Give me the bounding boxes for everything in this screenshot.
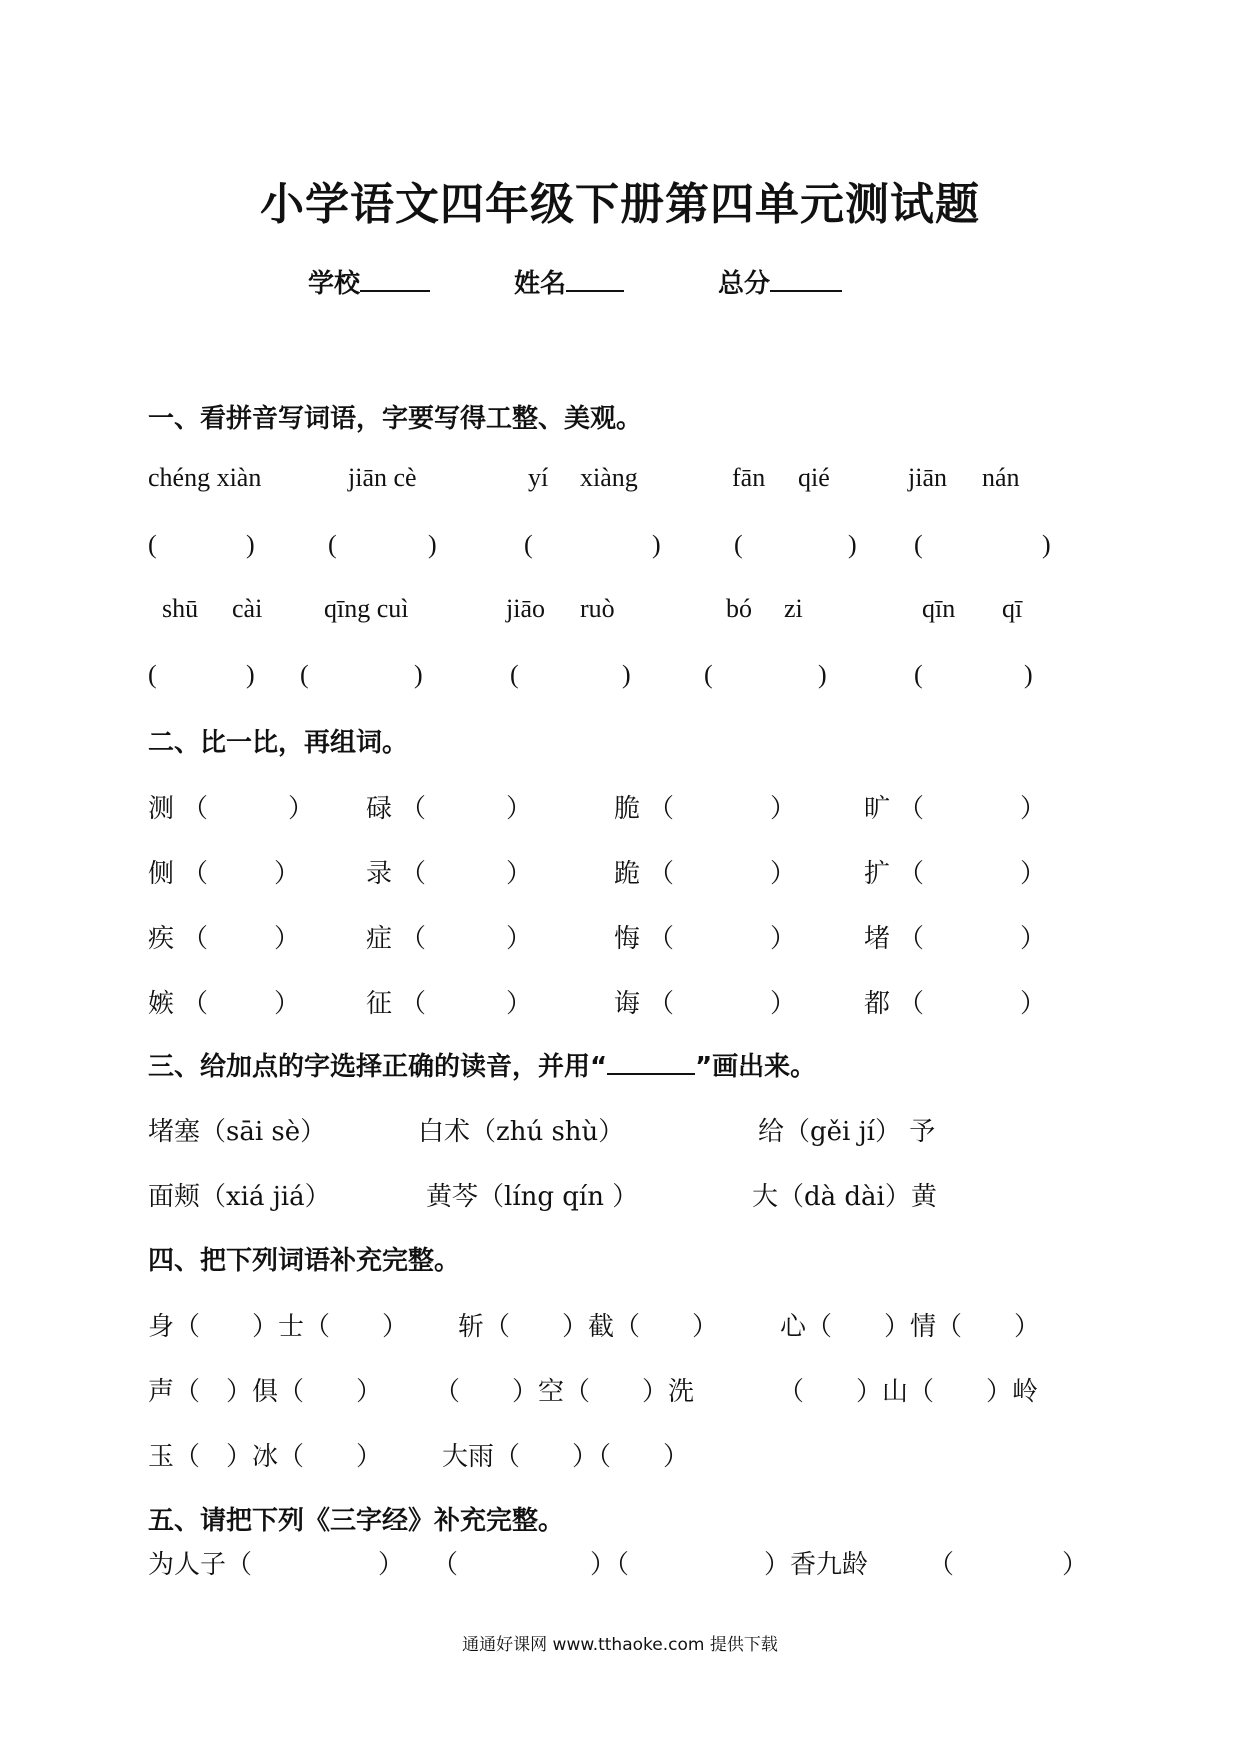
reading-item: 给（gěi jí） 予 [758,1117,936,1147]
answer-close: ） [274,859,301,889]
answer-open: （ [182,989,209,1019]
idiom-item: 心（ ）情（ ） [780,1312,1041,1342]
pinyin: chéng xiàn [148,463,262,492]
section-4-heading: 四、把下列词语补充完整。 [148,1246,461,1276]
answer-open: （ [400,924,427,954]
answer-close: ） [1020,859,1047,889]
answer-open: （ [898,794,925,824]
answer-close: ) [428,530,437,559]
answer-close: ） [506,859,533,889]
reading-item: 面颊（xiá jiá） [148,1182,331,1212]
answer-close: ) [848,530,857,559]
reading-item: 白术（zhú shù） [418,1117,625,1147]
score-label: 总分 [718,269,771,299]
section-3-heading [148,1046,816,1083]
section-5-heading: 五、请把下列《三字经》补充完整。 [148,1506,565,1536]
compare-char: 嫉 [148,989,175,1019]
compare-char: 侧 [148,859,175,889]
answer-open: （ [648,794,675,824]
answer-close: ) [652,530,661,559]
compare-char: 碌 [366,794,393,824]
name-field [514,263,624,300]
section-3-heading-end: ”画出来。 [695,1052,817,1082]
answer-close: ) [246,660,255,689]
answer-close: ） [770,989,797,1019]
answer-open: （ [898,924,925,954]
idiom-item: 斩（ ）截（ ） [458,1312,719,1342]
answer-open: ( [328,530,337,559]
answer-open: ( [510,660,519,689]
school-field [308,263,430,300]
answer-open: ( [300,660,309,689]
answer-open: ( [734,530,743,559]
idiom-item: 大雨（ ）（ ） [442,1442,690,1472]
pinyin: yí [528,463,549,492]
school-blank [360,266,430,292]
page-title: 小学语文四年级下册第四单元测试题 [260,179,980,230]
idiom-item: 玉（ ）冰（ ） [148,1442,383,1472]
answer-close: ） [506,989,533,1019]
reading-item: 黄芩（líng qín ） [426,1182,639,1212]
answer-pair: ）（ [590,1550,630,1580]
answer-open: ( [914,660,923,689]
pinyin: bó [726,594,752,623]
answer-close: ） [506,924,533,954]
answer-close: ) [246,530,255,559]
section-3-heading-text: 三、给加点的字选择正确的读音，并用“ [148,1052,608,1082]
pinyin: nán [982,463,1020,492]
pinyin: jiāo [506,594,545,623]
reading-item: 大（dà dài）黄 [752,1182,937,1212]
pinyin: fān [732,463,766,492]
answer-open: （ [648,924,675,954]
answer-open: （ [400,794,427,824]
answer-close: ） [274,989,301,1019]
compare-char: 测 [148,794,175,824]
idiom-item: 声（ ）俱（ ） [148,1377,383,1407]
answer-open: （ [400,859,427,889]
compare-char: 诲 [614,989,641,1019]
compare-char: 都 [864,989,891,1019]
answer-open: ( [704,660,713,689]
answer-open: （ [400,989,427,1019]
underline-mark [607,1051,695,1075]
idiom-item: 身（ ）士（ ） [148,1312,409,1342]
answer-open: （ [648,989,675,1019]
answer-close: ) [1024,660,1033,689]
answer-close: ） [288,794,315,824]
footer-credit: 通通好课网 www.tthaoke.com 提供下载 [462,1635,778,1655]
pinyin: qī [1002,594,1023,623]
idiom-item: （ ）山（ ）岭 [778,1377,1039,1407]
answer-close: ） [378,1550,405,1580]
answer-close: ） [506,794,533,824]
answer-open: （ [898,989,925,1019]
classic-line-mid: ）香九龄 [764,1550,869,1580]
answer-open: （ [928,1550,955,1580]
compare-char: 堵 [864,924,891,954]
classic-line-start: 为人子（ [148,1550,253,1580]
pinyin: shū [162,594,199,623]
school-label: 学校 [308,269,361,299]
answer-open: （ [432,1550,459,1580]
answer-close: ) [818,660,827,689]
idiom-item: （ ）空（ ）洗 [434,1377,695,1407]
answer-open: ( [524,530,533,559]
compare-char: 旷 [864,794,891,824]
answer-close: ) [1042,530,1051,559]
answer-open: ( [148,530,157,559]
pinyin: qīng cuì [324,594,409,623]
answer-close: ） [770,794,797,824]
name-label: 姓名 [514,269,567,299]
section-2-heading: 二、比一比，再组词。 [148,728,409,758]
answer-open: （ [898,859,925,889]
answer-close: ） [274,924,301,954]
answer-close: ） [1062,1550,1089,1580]
compare-char: 疾 [148,924,175,954]
name-blank [566,266,624,292]
compare-char: 征 [366,989,393,1019]
pinyin: xiàng [580,463,638,492]
pinyin: qīn [922,594,956,623]
score-field [718,263,842,300]
answer-close: ） [1020,794,1047,824]
answer-close: ) [414,660,423,689]
answer-close: ） [1020,989,1047,1019]
answer-open: （ [182,859,209,889]
answer-open: （ [182,794,209,824]
reading-item: 堵塞（sāi sè） [148,1117,327,1147]
compare-char: 症 [366,924,393,954]
pinyin: qié [798,463,830,492]
score-blank [770,266,842,292]
pinyin: cài [232,594,263,623]
answer-open: （ [648,859,675,889]
answer-close: ） [770,859,797,889]
answer-open: ( [914,530,923,559]
compare-char: 悔 [614,924,641,954]
pinyin: ruò [580,594,615,623]
section-1-heading: 一、看拼音写词语，字要写得工整、美观。 [148,404,643,434]
answer-close: ） [1020,924,1047,954]
compare-char: 扩 [864,859,891,889]
pinyin: zi [784,594,803,623]
compare-char: 跪 [614,859,641,889]
pinyin: jiān cè [348,463,417,492]
answer-close: ) [622,660,631,689]
answer-open: ( [148,660,157,689]
compare-char: 脆 [614,794,641,824]
pinyin: jiān [908,463,947,492]
compare-char: 录 [366,859,393,889]
answer-open: （ [182,924,209,954]
answer-close: ） [770,924,797,954]
